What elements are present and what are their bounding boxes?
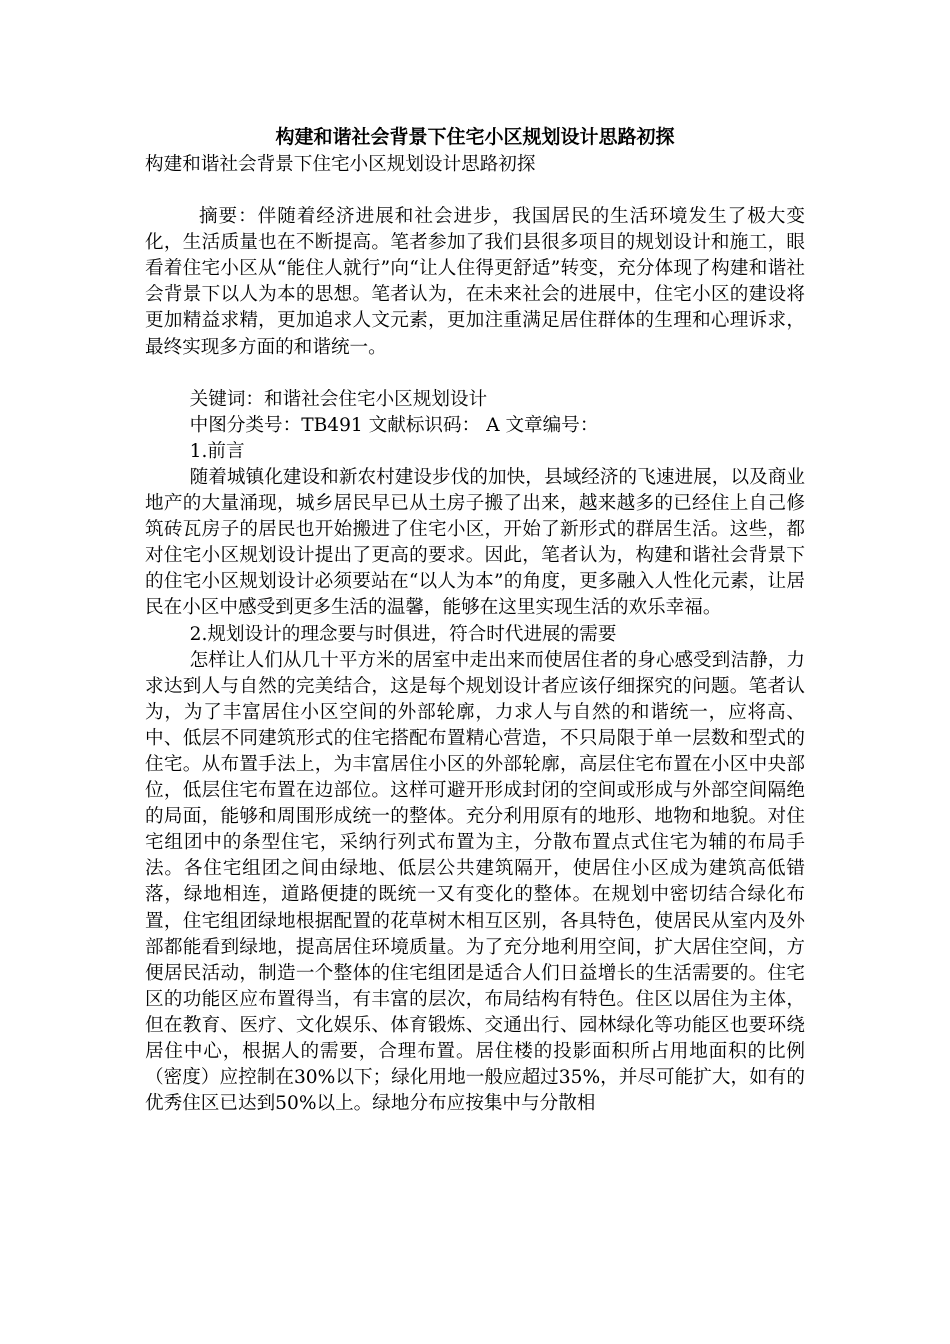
section-1-paragraph: 随着城镇化建设和新农村建设步伐的加快，县域经济的飞速进展，以及商业地产的大量涌现，城乡居民早已从土房子搬了出来，越来越多的已经住上自己修筑砖瓦房子的居民也开始搬进了住宅小区，开始了新形式的群居生活。这些，都对住宅小区规划设计提出了更高的要求。因此，笔者认为，构建和谐社会背景下的住宅小区规划设计必须要站在“以人为本”的角度，更多融入人性化元素，让居民在小区中感受到更多生活的温馨，能够在这里实现生活的欢乐幸福。 [145, 466, 805, 619]
section-2-paragraph: 怎样让人们从几十平方米的居室中走出来而使居住者的身心感受到洁静，力求达到人与自然的完美结合，这是每个规划设计者应该仔细探究的问题。笔者认为，为了丰富居住小区空间的外部轮廓，力求人与自然的和谐统一，应将高、中、低层不同建筑形式的住宅搭配布置精心营造，不只局限于单一层数和型式的住宅。从布置手法上，为丰富居住小区的外部轮廓，高层住宅布置在小区中央部位，低层住宅布置在边部位。这样可避开形成封闭的空间或形成与外部空间隔绝的局面，能够和周围形成统一的整体。充分利用原有的地形、地物和地貌。对住宅组团中的条型住宅，采纳行列式布置为主，分散布置点式住宅为辅的布局手法。各住宅组团之间由绿地、低层公共建筑隔开，使居住小区成为建筑高低错落，绿地相连，道路便捷的既统一又有变化的整体。在规划中密切结合绿化布置，住宅组团绿地根据配置的花草树木相互区别，各具特色，使居民从室内及外部都能看到绿地，提高居住环境质量。为了充分地利用空间，扩大居住空间，方便居民活动，制造一个整体的住宅组团是适合人们日益增长的生活需要的。住宅区的功能区应布置得当，有丰富的层次，布局结构有特色。住区以居住为主体，但在教育、医疗、文化娱乐、体育锻炼、交通出行、园林绿化等功能区也要环绕居住中心，根据人的需要，合理布置。居住楼的投影面积所占用地面积的比例（密度）应控制在30%以下；绿化用地一般应超过35%，并尽可能扩大，如有的优秀住区已达到50%以上。绿地分布应按集中与分散相 [145, 649, 805, 1115]
document-body [145, 152, 805, 1117]
abstract-paragraph: 摘要：伴随着经济进展和社会进步，我国居民的生活环境发生了极大变化，生活质量也在不断提高。笔者参加了我们县很多项目的规划设计和施工，眼看着住宅小区从“能住人就行”向“让人住得更舒适”转变，充分体现了构建和谐社会背景下以人为本的思想。笔者认为，在未来社会的进展中，住宅小区的建设将更加精益求精，更加追求人文元素，更加注重满足居住群体的生理和心理诉求，最终实现多方面的和谐统一。 [145, 206, 805, 358]
section-2-heading: 2.规划设计的理念要与时俱进，符合时代进展的需要 [189, 623, 617, 645]
keywords-line: 关键词：和谐社会住宅小区规划设计 [189, 388, 488, 410]
section-1-heading: 1.前言 [189, 440, 245, 462]
classification-line: 中图分类号：TB491 文献标识码： A 文章编号： [189, 414, 599, 436]
document-subtitle: 构建和谐社会背景下住宅小区规划设计思路初探 [145, 154, 536, 175]
document-title: 构建和谐社会背景下住宅小区规划设计思路初探 [275, 126, 675, 148]
